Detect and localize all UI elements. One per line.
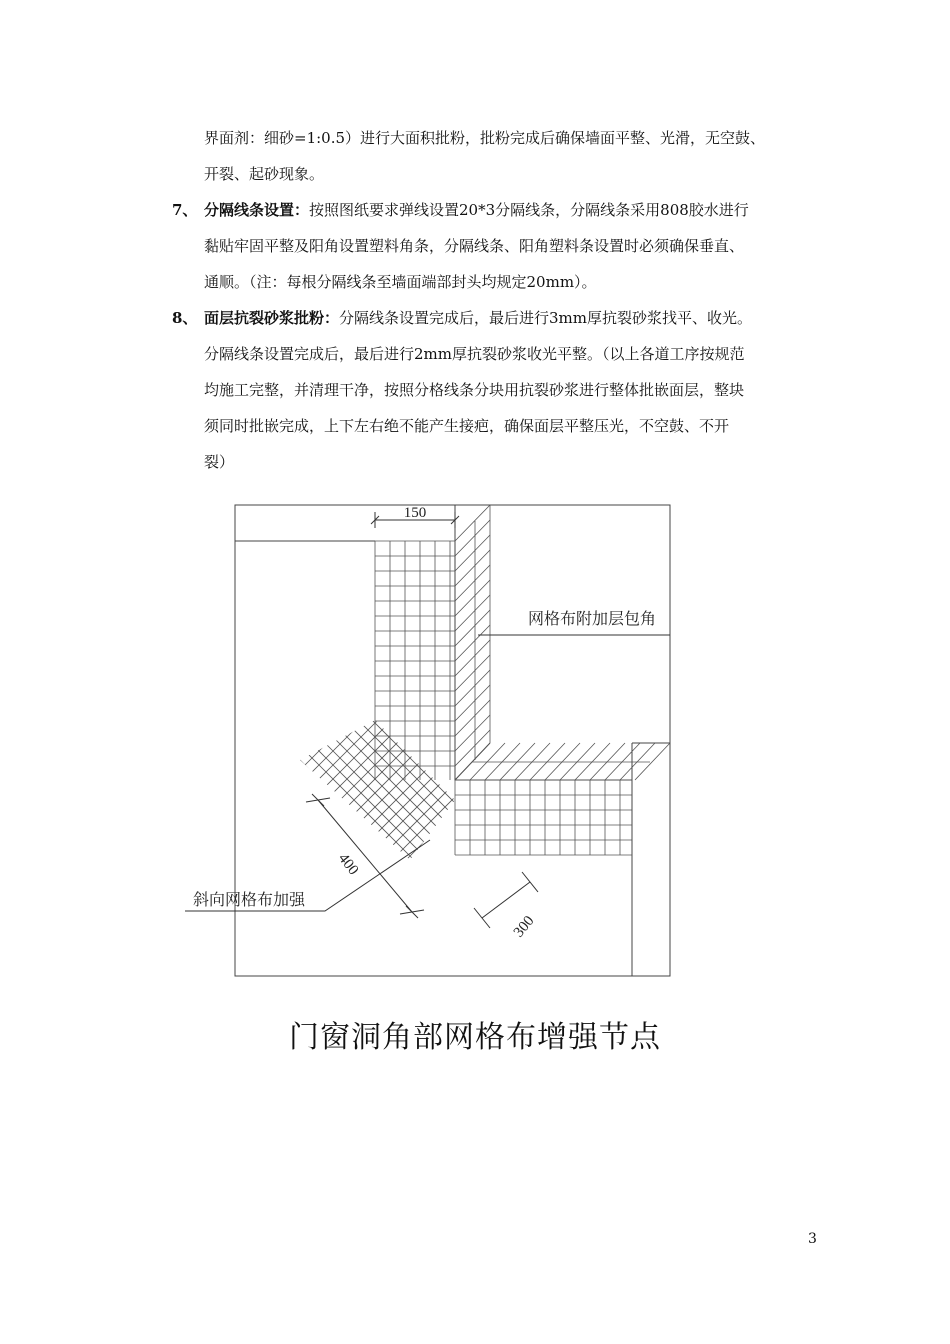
- item-7-heading: 分隔线条设置：: [204, 201, 310, 219]
- mesh-line: [455, 625, 490, 661]
- mesh-line: [455, 595, 490, 631]
- mesh-line: [492, 700, 692, 900]
- text-line: 界面剂：细砂=1:0.5）进行大面积批粉，批粉完成后确保墙面平整、光滑，无空鼓、: [204, 129, 766, 147]
- text-line: 开裂、起砂现象。: [204, 165, 325, 183]
- mesh-line: [635, 743, 670, 780]
- mesh-line: [128, 700, 328, 900]
- mesh-line: [455, 565, 490, 601]
- text-line: 通顺。（注：每根分隔线条至墙面端部封头均规定20mm）。: [204, 273, 597, 291]
- text-line: 分隔线条设置完成后，最后进行3mm厚抗裂砂浆找平、收光。: [339, 309, 753, 327]
- mesh-line: [455, 655, 490, 691]
- mesh-line: [464, 700, 664, 900]
- mesh-line: [114, 700, 314, 900]
- mesh-line: [156, 700, 356, 900]
- text-line: 分隔线条设置完成后，最后进行2mm厚抗裂砂浆收光平整。（以上各道工序按规范: [204, 345, 745, 363]
- mesh-line: [170, 700, 370, 900]
- item-7-number: 7、: [172, 201, 198, 219]
- mesh-line: [530, 743, 565, 780]
- text-line: 按照图纸要求弹线设置20*3分隔线条，分隔线条采用808胶水进行: [309, 201, 749, 219]
- mesh-line: [455, 700, 490, 736]
- mesh-line: [455, 610, 490, 646]
- mesh-line: [464, 700, 664, 900]
- mesh-line: [455, 505, 490, 541]
- mesh-line: [455, 520, 490, 556]
- mesh-line: [575, 743, 610, 780]
- mesh-line: [296, 700, 496, 900]
- mesh-line: [436, 700, 636, 900]
- mesh-line: [455, 685, 490, 721]
- item-8-heading: 面层抗裂砂浆批粉：: [204, 309, 340, 327]
- mesh-line: [605, 743, 640, 780]
- diagonal-mesh-label: 斜向网格布加强: [193, 890, 306, 909]
- dim-150-label: 150: [403, 505, 427, 521]
- page-number: 3: [808, 1231, 817, 1247]
- mesh-line: [620, 743, 655, 780]
- mesh-line: [500, 743, 535, 780]
- mesh-line: [100, 700, 300, 900]
- text-line: 均施工完整，并清理干净，按照分格线条分块用抗裂砂浆进行整体批嵌面层，整块: [204, 381, 745, 399]
- mesh-line: [100, 700, 300, 900]
- mesh-line: [142, 700, 342, 900]
- mesh-line: [492, 700, 692, 900]
- mesh-line: [455, 550, 490, 586]
- mesh-line: [114, 700, 314, 900]
- diagonal-mesh: [100, 700, 692, 900]
- mesh-line: [170, 700, 370, 900]
- text-line: 裂）: [204, 453, 235, 471]
- text-line: 黏贴牢固平整及阳角设置塑料角条，分隔线条、阳角塑料条设置时必须确保垂直、: [204, 237, 745, 255]
- mesh-line: [128, 700, 328, 900]
- mesh-line: [142, 700, 342, 900]
- mesh-line: [455, 580, 490, 616]
- mesh-line: [590, 743, 625, 780]
- mesh-line: [436, 700, 636, 900]
- dim-400-label: 400: [334, 850, 362, 879]
- dim-300-label: 300: [510, 913, 538, 941]
- mesh-line: [455, 640, 490, 676]
- figure-caption: 门窗洞角部网格布增强节点: [289, 1020, 661, 1055]
- mesh-line: [156, 700, 356, 900]
- mesh-line: [455, 670, 490, 706]
- mesh-line: [455, 535, 490, 571]
- mesh-line: [545, 743, 580, 780]
- mesh-line: [560, 743, 595, 780]
- mesh-line: [310, 700, 510, 900]
- mesh-line: [478, 700, 678, 900]
- mesh-line: [455, 715, 490, 751]
- mesh-grid: [100, 505, 692, 900]
- mesh-line: [485, 743, 520, 780]
- mesh-line: [478, 700, 678, 900]
- mesh-line: [515, 743, 550, 780]
- text-line: 须同时批嵌完成，上下左右绝不能产生接疤，确保面层平整压光，不空鼓、不开: [204, 417, 730, 435]
- corner-wrap-label: 网格布附加层包角: [528, 609, 657, 628]
- item-8-number: 8、: [172, 309, 198, 327]
